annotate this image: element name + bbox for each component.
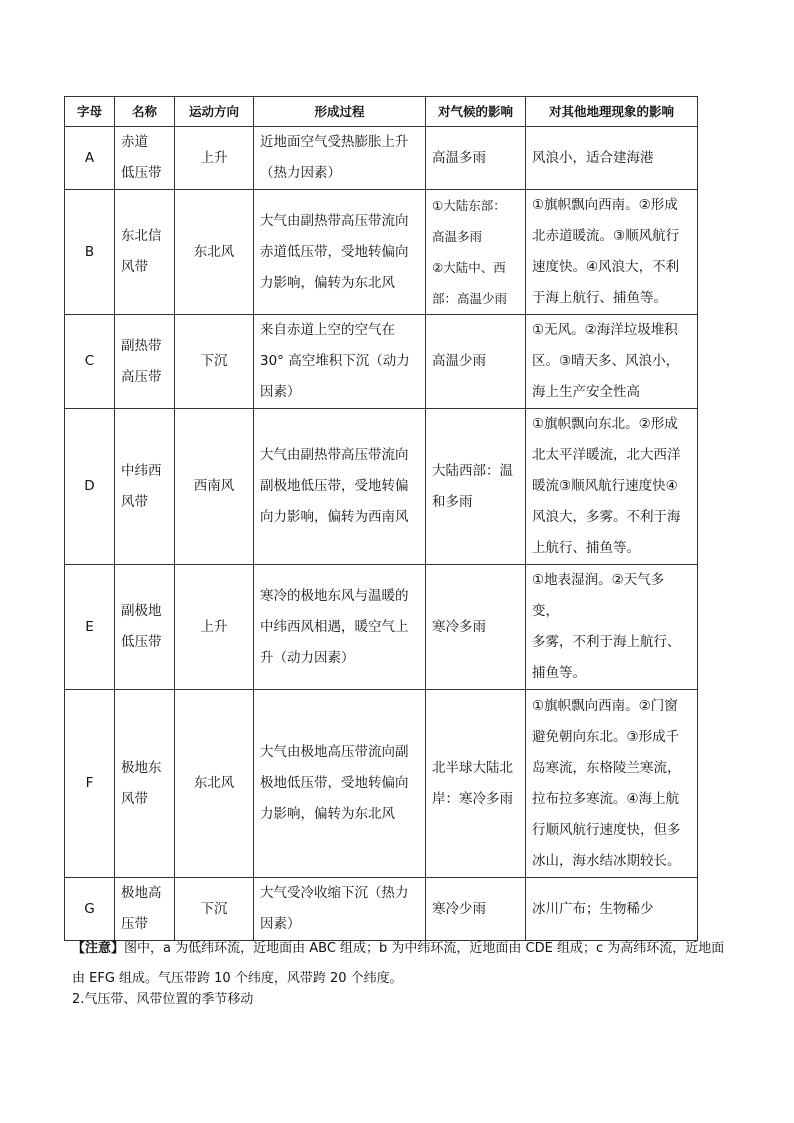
table-header-row — [65, 97, 698, 127]
cell-process — [254, 315, 426, 409]
cell-line: 30° 高空堆积下沉（动力 — [260, 353, 410, 369]
cell-letter: B — [65, 190, 115, 315]
cell-line: ②大陆中、西 — [432, 260, 506, 275]
cell-line: 冰山，海水结冰期较长。 — [532, 852, 681, 869]
table-row — [65, 690, 698, 878]
cell-line: 上航行、捕鱼等。 — [532, 540, 640, 556]
cell-process — [254, 190, 426, 315]
cell-line: 行顺风航行速度快，但多 — [532, 821, 681, 838]
cell-line: 北半球大陆北 — [432, 759, 513, 776]
cell-line: 拉布拉多寒流。④海上航 — [532, 790, 680, 807]
cell-letter: D — [65, 409, 115, 565]
cell-line: 风浪小，适合建海港 — [532, 149, 654, 166]
cell-line: 大气受冷收缩下沉（热力 — [260, 885, 409, 901]
cell-climate — [426, 409, 526, 565]
header-col-climate: 对气候的影响 — [426, 97, 526, 127]
cell-direction: 西南风 — [175, 409, 254, 565]
cell-process — [254, 127, 426, 190]
cell-line: ①旗帜飘向西南。②形成 — [532, 197, 678, 213]
cell-line: 因素） — [260, 916, 301, 932]
cell-climate — [426, 190, 526, 315]
cell-line: 高压带 — [121, 368, 162, 385]
table-row — [65, 565, 698, 690]
cell-line: ①地表湿润。②天气多变， — [532, 572, 665, 619]
cell-line: 寒冷的极地东风与温暖的 — [260, 587, 409, 604]
cell-line: 寒冷多雨 — [432, 618, 486, 635]
cell-line: 赤道 — [121, 134, 148, 150]
table-row — [65, 315, 698, 409]
cell-direction: 上升 — [175, 127, 254, 190]
cell-line: 高温多雨 — [432, 149, 486, 166]
cell-line: 大陆西部：温 — [432, 462, 513, 479]
cell-name — [115, 690, 175, 878]
table-row — [65, 127, 698, 190]
cell-line: 压带 — [121, 916, 148, 932]
cell-climate — [426, 690, 526, 878]
cell-other — [526, 315, 698, 409]
cell-line: 速度快。④风浪大，不利 — [532, 259, 680, 275]
cell-line: 升（动力因素） — [260, 649, 355, 666]
cell-line: 低压带 — [121, 634, 162, 650]
cell-line: 岛寒流，东格陵兰寒流， — [532, 759, 681, 776]
cell-line: 海上生产安全性高 — [532, 384, 640, 400]
cell-letter: C — [65, 315, 115, 409]
cell-line: 极地低压带，受地转偏向 — [260, 775, 409, 791]
cell-other — [526, 878, 698, 941]
cell-other — [526, 409, 698, 565]
cell-name — [115, 409, 175, 565]
cell-process — [254, 878, 426, 941]
cell-line: 风带 — [121, 790, 148, 807]
cell-line: 近地面空气受热膨胀上升 — [260, 134, 409, 150]
cell-line: 风浪大，多雾。不利于海 — [532, 509, 681, 525]
cell-line: （热力因素） — [260, 165, 341, 181]
cell-line: 因素） — [260, 384, 301, 400]
header-col-other: 对其他地理现象的影响 — [526, 97, 698, 127]
table-row — [65, 878, 698, 941]
note-tag: 【注意】 — [72, 941, 125, 956]
cell-line: 向力影响，偏转为西南风 — [260, 509, 409, 525]
cell-name — [115, 190, 175, 315]
cell-line: 副热带 — [121, 337, 162, 354]
cell-line: 风带 — [121, 493, 148, 510]
cell-line: 大气由极地高压带流向副 — [260, 744, 409, 760]
cell-climate — [426, 127, 526, 190]
cell-climate — [426, 878, 526, 941]
cell-other — [526, 565, 698, 690]
cell-process — [254, 409, 426, 565]
cell-line: 避免朝向东北。③形成千 — [532, 728, 680, 745]
cell-line: 北赤道暖流。③顺风航行 — [532, 228, 680, 244]
cell-line: 部：高温少雨 — [432, 291, 508, 306]
cell-line: 大气由副热带高压带流向 — [260, 447, 409, 463]
wind-pressure-table-container — [64, 96, 698, 941]
cell-line: 中纬西风相遇，暖空气上 — [260, 618, 409, 635]
cell-line: 来自赤道上空的空气在 — [260, 322, 395, 338]
cell-line: 力影响，偏转为东北风 — [260, 806, 395, 822]
cell-line: ①旗帜飘向西南。②门窗 — [532, 697, 678, 714]
cell-line: 东北信 — [121, 228, 162, 244]
cell-line: 暖流③顺风航行速度快④ — [532, 478, 678, 494]
cell-direction: 东北风 — [175, 690, 254, 878]
cell-climate — [426, 315, 526, 409]
cell-line: 高温多雨 — [432, 229, 483, 244]
cell-line: ①无风。②海洋垃圾堆积 — [532, 322, 678, 338]
cell-line: 力影响，偏转为东北风 — [260, 274, 395, 291]
cell-line: 极地东 — [121, 759, 162, 776]
cell-line: 多雾，不利于海上航行、 — [532, 634, 681, 650]
cell-line: 捕鱼等。 — [532, 665, 586, 681]
cell-line: 高温少雨 — [432, 353, 486, 369]
cell-letter: G — [65, 878, 115, 941]
cell-line: 寒冷少雨 — [432, 900, 486, 917]
cell-letter: F — [65, 690, 115, 878]
cell-line: ①大陆东部： — [432, 198, 506, 213]
cell-line: 冰川广布；生物稀少 — [532, 900, 654, 917]
header-col-name: 名称 — [115, 97, 175, 127]
cell-other — [526, 190, 698, 315]
cell-line: 区。③晴天多、风浪小， — [532, 353, 680, 369]
cell-line: 大气由副热带高压带流向 — [260, 212, 409, 229]
cell-direction: 上升 — [175, 565, 254, 690]
cell-line: 岸：寒冷多雨 — [432, 790, 513, 807]
cell-direction: 下沉 — [175, 315, 254, 409]
cell-process — [254, 690, 426, 878]
cell-climate — [426, 565, 526, 690]
header-col-direction: 运动方向 — [175, 97, 254, 127]
cell-line: 低压带 — [121, 165, 162, 181]
cell-name — [115, 127, 175, 190]
cell-name — [115, 315, 175, 409]
cell-direction: 下沉 — [175, 878, 254, 941]
cell-line: 于海上航行、捕鱼等。 — [532, 290, 667, 306]
note-paragraph — [72, 934, 732, 994]
cell-line: 中纬西 — [121, 462, 162, 479]
table-row — [65, 190, 698, 315]
cell-line: 副极地低压带，受地转偏 — [260, 478, 409, 494]
table-row — [65, 409, 698, 565]
cell-letter: A — [65, 127, 115, 190]
wind-pressure-belts-table — [64, 96, 698, 941]
cell-line: 副极地 — [121, 603, 162, 619]
cell-line: 和多雨 — [432, 493, 473, 510]
cell-line: 风带 — [121, 259, 148, 275]
cell-letter: E — [65, 565, 115, 690]
header-col-letter: 字母 — [65, 97, 115, 127]
cell-line: 北太平洋暖流，北大西洋 — [532, 447, 681, 463]
cell-name — [115, 878, 175, 941]
section-subheading: 2.气压带、风带位置的季节移动 — [72, 992, 254, 1007]
cell-direction: 东北风 — [175, 190, 254, 315]
cell-line: 赤道低压带，受地转偏向 — [260, 243, 409, 260]
cell-process — [254, 565, 426, 690]
cell-line: 极地高 — [121, 885, 162, 901]
note-text: 图中，a 为低纬环流，近地面由 ABC 组成；b 为中纬环流，近地面由 CDE 组成；c 为高纬环流，近地面由 EFG 组成。气压带跨 10 个纬度，风带跨 20 个纬度。 — [72, 941, 725, 986]
cell-other — [526, 690, 698, 878]
cell-name — [115, 565, 175, 690]
cell-line: ①旗帜飘向东北。②形成 — [532, 416, 678, 432]
table-body — [65, 127, 698, 941]
cell-other — [526, 127, 698, 190]
header-col-process: 形成过程 — [254, 97, 426, 127]
